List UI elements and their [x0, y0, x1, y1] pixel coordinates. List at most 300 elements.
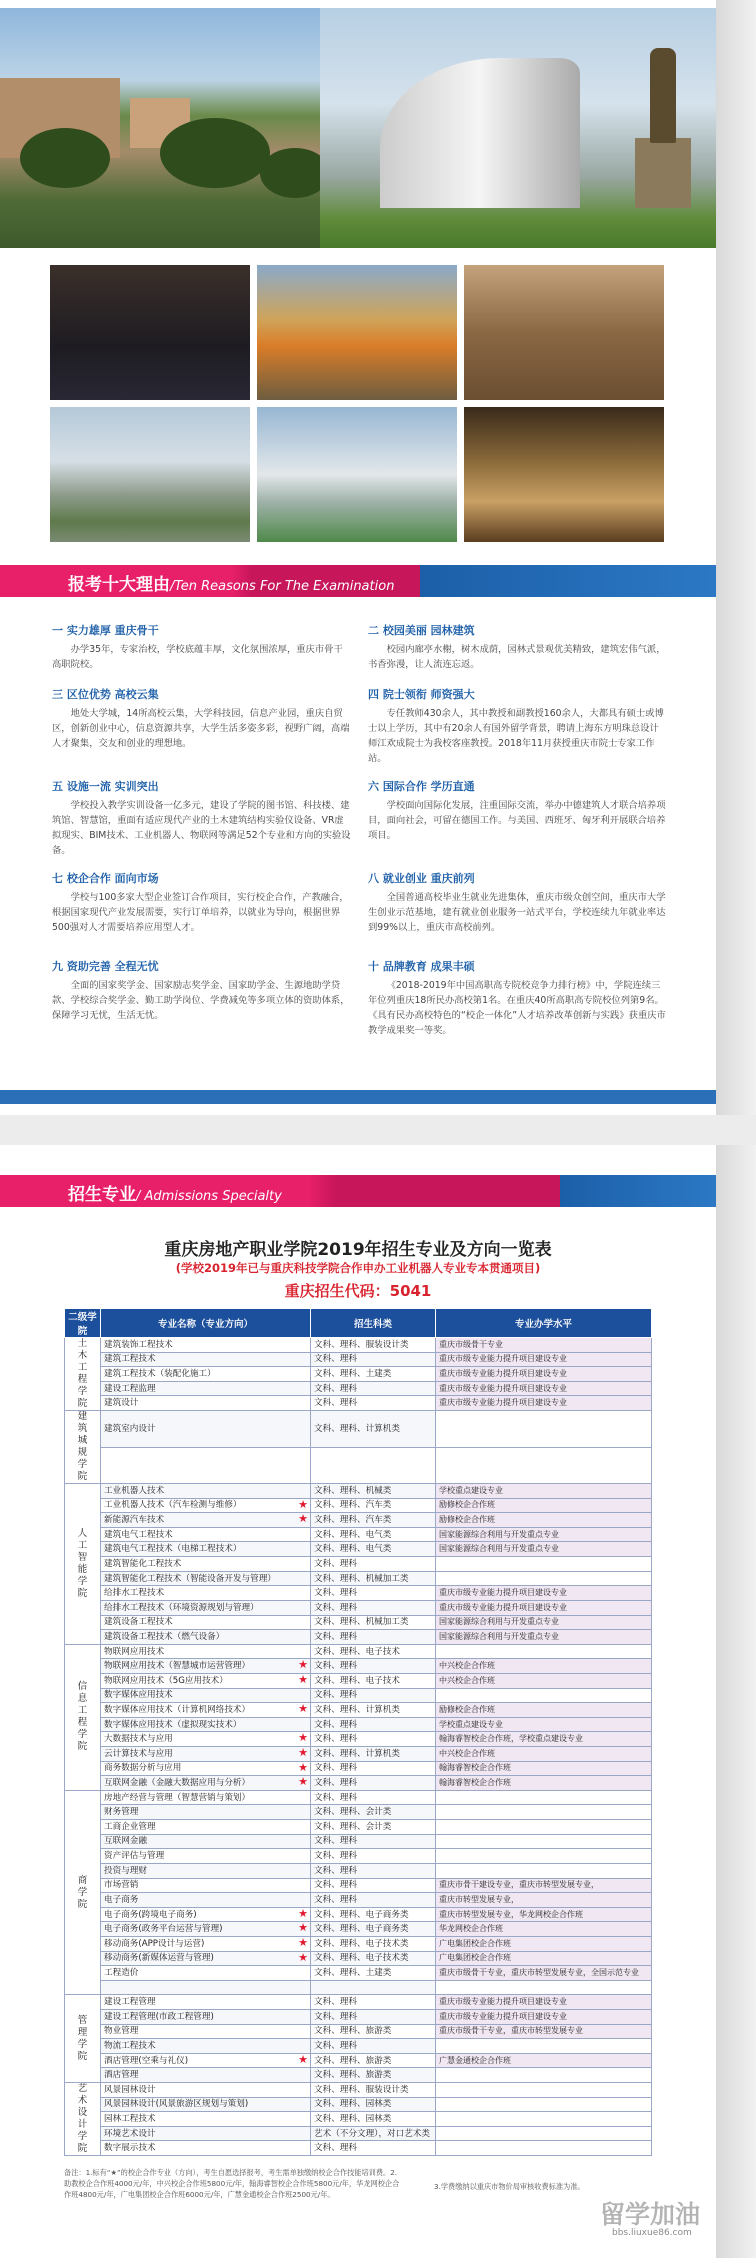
subject-cell: 文科、理科: [311, 1557, 436, 1572]
level-cell: 励修校企合作班: [436, 1703, 652, 1718]
major-name: 工商企业管理: [104, 1821, 156, 1832]
table-row: [65, 1776, 652, 1791]
level-cell: 重庆市级专业能力提升项目建设专业: [436, 1600, 652, 1615]
college-name: 管理学院: [77, 2014, 88, 2062]
level-cell: 华龙网校企合作班: [436, 1922, 652, 1937]
major-cell: [101, 1352, 311, 1367]
star-icon: ★: [298, 1746, 308, 1760]
subject-cell: 文科、理科、汽车类: [311, 1513, 436, 1528]
subject-cell: 文科、理科、电子商务类: [311, 1907, 436, 1922]
subject-cell: 文科、理科、园林类: [311, 2097, 436, 2112]
admission-code: 重庆招生代码：5041: [284, 1282, 432, 1300]
major-name: 移动商务(APP设计与运营): [104, 1938, 205, 1949]
reason-text: 地处大学城，14所高校云集，大学科技园，信息产业园，重庆自贸区，创新创业中心，信息资源共享，大学生活多姿多彩，视野广阔，高端人才聚集，交友和创业的理想地。: [52, 708, 350, 749]
major-cell: [101, 1834, 311, 1849]
major-cell: [101, 1922, 311, 1937]
level-cell: 学校重点建设专业: [436, 1717, 652, 1732]
reason-item: [368, 870, 668, 935]
star-icon: ★: [298, 1951, 308, 1964]
major-cell: [101, 2126, 311, 2141]
major-cell: [101, 2068, 311, 2083]
table-row: [65, 1820, 652, 1835]
level-cell: [436, 1849, 652, 1864]
reason-title: 七 校企合作 面向市场: [52, 872, 159, 885]
major-name: 商务数据分析与应用: [104, 1763, 182, 1774]
brochure-page-reasons: [0, 0, 716, 1115]
major-name: 建设工程管理(市政工程管理): [104, 2011, 214, 2022]
star-icon: ★: [298, 1936, 308, 1949]
subject-cell: 文科、理科、会计类: [311, 1820, 436, 1835]
level-cell: 翰海睿智校企合作班: [436, 1776, 652, 1791]
level-cell: [436, 1447, 652, 1484]
major-cell: [101, 1600, 311, 1615]
major-name: 物联网应用技术（智慧城市运营管理）: [104, 1661, 251, 1672]
subject-cell: 文科、理科: [311, 1849, 436, 1864]
subject-cell: 文科、理科、计算机类: [311, 1747, 436, 1762]
major-name: 数字媒体应用技术（计算机网络技术）: [104, 1704, 251, 1715]
reason-text: 校园内廊亭水榭，树木成荫，园林式景观优美精致，建筑宏伟气派，书香弥漫，让人流连忘返。: [368, 644, 666, 670]
students-uniform-photo: [50, 265, 250, 400]
major-cell: [101, 1557, 311, 1572]
college-cell: [65, 1995, 101, 2083]
subject-cell: 文科、理科: [311, 1834, 436, 1849]
subject-cell: 文科、理科、机械类: [311, 1484, 436, 1499]
table-header-row: [65, 1309, 652, 1338]
level-cell: 励修校企合作班: [436, 1498, 652, 1513]
college-name: 建筑城规学院: [77, 1411, 88, 1483]
subject-cell: 文科、理科、园林类: [311, 2112, 436, 2127]
major-cell: [101, 1717, 311, 1732]
subject-cell: 文科、理科: [311, 1995, 436, 2010]
college-name: 艺术设计学院: [77, 2083, 88, 2155]
subject-cell: 文科、理科: [311, 1352, 436, 1367]
subject-cell: 文科、理科、电气类: [311, 1542, 436, 1557]
level-cell: 重庆市级专业能力提升项目建设专业: [436, 1396, 652, 1411]
major-cell: [101, 1630, 311, 1645]
reason-item: [52, 870, 352, 935]
subject-cell: 文科、理科: [311, 2039, 436, 2054]
major-name: 工业机器人技术（汽车检测与维修）: [104, 1500, 242, 1511]
subject-cell: 文科、理科、计算机类: [311, 1703, 436, 1718]
subject-cell: 文科、理科、计算机类: [311, 1411, 436, 1448]
construction-team-photo: [257, 265, 457, 400]
major-cell: [101, 1951, 311, 1966]
subject-cell: 文科、理科: [311, 1717, 436, 1732]
major-name: 电子商务: [104, 1894, 139, 1905]
page-edge-shadow: [716, 1145, 756, 2258]
major-name: 环境艺术设计: [104, 2128, 156, 2139]
major-cell: [101, 2141, 311, 2156]
major-cell: [101, 1447, 311, 1484]
table-row: [65, 1571, 652, 1586]
table-row: [65, 1747, 652, 1762]
major-name: 投资与理财: [104, 1865, 147, 1876]
subject-cell: 文科、理科、土建类: [311, 1966, 436, 1981]
table-row: [65, 2068, 652, 2083]
major-name: 酒店管理: [104, 2070, 139, 2081]
level-cell: 广电集团校企合作班: [436, 1951, 652, 1966]
reason-title: 九 资助完善 全程无忧: [52, 960, 159, 973]
college-cell: [65, 2083, 101, 2156]
hotel-corridor-photo: [464, 407, 664, 542]
college-name: 信息工程学院: [77, 1681, 88, 1753]
subject-cell: 文科、理科: [311, 1776, 436, 1791]
reason-item: [52, 686, 352, 751]
reason-title: 五 设施一流 实训突出: [52, 780, 159, 793]
major-name: 数字媒体应用技术（虚拟现实技术）: [104, 1719, 242, 1730]
table-row: [65, 1790, 652, 1805]
reason-text: 全面的国家奖学金、国家励志奖学金、国家助学金、生源地助学贷款、学校综合奖学金、勤工助学岗位、学费减免等多项立体的资助体系，保障学习无忧，生活无忧。: [52, 980, 350, 1021]
major-name: 移动商务(新媒体运营与管理): [104, 1953, 214, 1964]
subject-cell: 文科、理科、会计类: [311, 1805, 436, 1820]
major-cell: [101, 1396, 311, 1411]
star-icon: ★: [298, 1673, 308, 1686]
table-row: [65, 1878, 652, 1893]
subject-cell: 文科、理科、电子商务类: [311, 1922, 436, 1937]
reason-title: 四 院士领衔 师资强大: [368, 688, 475, 701]
major-cell: [101, 1849, 311, 1864]
level-cell: [436, 1863, 652, 1878]
level-cell: [436, 2039, 652, 2054]
major-name: 建筑设备工程技术（燃气设备）: [104, 1631, 225, 1642]
major-name: 工业机器人技术: [104, 1485, 165, 1496]
admissions-section-title: 招生专业/ Admissions Specialty: [68, 1185, 282, 1205]
subject-cell: 文科、理科、服装设计类: [311, 1338, 436, 1353]
major-name: 建筑工程技术（装配化施工）: [104, 1369, 216, 1380]
major-cell: [101, 1776, 311, 1791]
table-row: [65, 2083, 652, 2098]
level-cell: 重庆市级骨干专业，重庆市转型发展专业: [436, 2024, 652, 2039]
subject-cell: 文科、理科、电子技术类: [311, 1951, 436, 1966]
level-cell: [436, 1834, 652, 1849]
reason-text: 《2018-2019年中国高职高专院校竞争力排行榜》中，学院连续三年位列重庆18所民办高校第1名。在重庆40所高职高专院校位列第9名。《具有民办高校特色的“校企一体化”人才培养改革创新与实践》获重庆市 教学成果奖一等奖。: [368, 980, 666, 1036]
table-row: [65, 1893, 652, 1908]
table-row: [65, 1966, 652, 1981]
level-cell: 重庆市级专业能力提升项目建设专业: [436, 1381, 652, 1396]
major-cell: [101, 1673, 311, 1688]
level-cell: [436, 2141, 652, 2156]
major-name: 建设工程监理: [104, 1383, 156, 1394]
subject-cell: 文科、理科: [311, 1586, 436, 1601]
notes-right: 3.学费缴纳以重庆市物价局审核收费标准为准。: [434, 2182, 585, 2191]
reason-text: 办学35年，专家治校，学校底蕴丰厚，文化氛围浓厚，重庆市骨干高职院校。: [52, 644, 343, 670]
major-cell: [101, 1966, 311, 1981]
level-cell: [436, 1980, 652, 1995]
level-cell: 重庆市级骨干专业，重庆市转型发展专业，全国示范专业: [436, 1966, 652, 1981]
subject-cell: 文科、理科、电子技术: [311, 1673, 436, 1688]
table-row: [65, 1849, 652, 1864]
major-name: 给排水工程技术: [104, 1588, 165, 1599]
star-icon: ★: [298, 1702, 308, 1716]
major-cell: [101, 1659, 311, 1674]
subject-cell: 文科、理科: [311, 1688, 436, 1703]
star-icon: ★: [298, 1731, 308, 1745]
level-cell: [436, 2112, 652, 2127]
major-name: 风景园林设计: [104, 2084, 156, 2095]
subject-cell: 文科、理科、旅游类: [311, 2024, 436, 2039]
table-row: [65, 1805, 652, 1820]
college-cell: [65, 1790, 101, 1995]
level-cell: [436, 1688, 652, 1703]
watermark-logo: 留学加油: [600, 2200, 701, 2229]
major-cell: [101, 1863, 311, 1878]
star-icon: ★: [298, 1498, 308, 1511]
table-row: [65, 1922, 652, 1937]
campus-photo: [0, 8, 320, 248]
major-name: 建筑装饰工程技术: [104, 1339, 173, 1350]
brochure-page-admissions: [0, 1145, 716, 2258]
col-header: 专业名称（专业方向）: [101, 1309, 311, 1338]
subject-cell: 文科、理科、旅游类: [311, 2068, 436, 2083]
major-cell: [101, 1995, 311, 2010]
major-cell: [101, 2053, 311, 2068]
reason-item: [368, 958, 668, 1038]
level-cell: 翰海睿智校企合作班，学校重点建设专业: [436, 1732, 652, 1747]
college-name: 商学院: [77, 1874, 88, 1910]
table-row: [65, 1411, 652, 1448]
reason-item: [368, 622, 668, 672]
major-name: 大数据技术与应用: [104, 1734, 173, 1745]
admissions-header-bar-blue: [560, 1175, 716, 1207]
major-cell: [101, 1367, 311, 1382]
subject-cell: 文科、理科: [311, 1600, 436, 1615]
interior-model-photo: [464, 265, 664, 400]
star-icon: ★: [298, 1921, 308, 1935]
level-cell: 翰海睿智校企合作班: [436, 1761, 652, 1776]
reason-text: 学校投入教学实训设备一亿多元，建设了学院的图书馆、科技楼、建筑馆、智慧馆，重面有适应现代产业的土木建筑结构实验仪设备、VR虚拟现实、BIM技术、工业机器人、物联网等满足52个专业和方向的实验设备。: [52, 800, 351, 856]
reason-text: 全国普通高校毕业生就业先进集体，重庆市级众创空间，重庆市大学生创业示范基地，建有就业创业服务一站式平台，学校连续九年就业率达到99%以上，重庆市高校前列。: [368, 892, 666, 933]
table-row: [65, 1615, 652, 1630]
subject-cell: 文科、理科: [311, 2141, 436, 2156]
subject-cell: 文科、理科: [311, 2009, 436, 2024]
subject-cell: 文科、理科、电气类: [311, 1527, 436, 1542]
reason-item: [52, 622, 352, 672]
major-cell: [101, 1761, 311, 1776]
subject-cell: 艺术（不分文理），对口艺术类: [311, 2126, 436, 2141]
level-cell: 重庆市转型发展专业，: [436, 1893, 652, 1908]
table-row: [65, 1980, 652, 1995]
table-row: [65, 2009, 652, 2024]
subject-cell: 文科、理科、旅游类: [311, 2053, 436, 2068]
table-row: [65, 2053, 652, 2068]
subject-cell: 文科、理科、电子技术: [311, 1644, 436, 1659]
level-cell: [436, 2083, 652, 2098]
major-name: 建筑设备工程技术: [104, 1617, 173, 1628]
table-row: [65, 1834, 652, 1849]
major-cell: [101, 1805, 311, 1820]
table-sub-title: (学校2019年已与重庆科技学院合作申办工业机器人专业专本贯通项目): [175, 1261, 541, 1275]
major-name: 工程造价: [104, 1967, 139, 1978]
major-name: 数字展示技术: [104, 2143, 156, 2154]
major-name: 市场营销: [104, 1880, 139, 1891]
major-name: 酒店管理(空乘与礼仪): [104, 2055, 189, 2066]
major-name: 物业管理: [104, 2026, 139, 2037]
major-name: 物联网应用技术（5G应用技术）: [104, 1675, 228, 1686]
reason-text: 专任教师430余人，其中教授和副教授160余人，大都具有硕士或博士以上学历，其中有20余人有国外留学背景，聘请上海东方明珠总设计师江欢成院士为我校客座教授。2018年11月获授重庆市院士专家工作站。: [368, 708, 664, 764]
table-row: [65, 1907, 652, 1922]
major-cell: [101, 1513, 311, 1528]
table-row: [65, 1732, 652, 1747]
table-row: [65, 1703, 652, 1718]
star-icon: ★: [298, 1512, 308, 1526]
subject-cell: [311, 1447, 436, 1484]
college-cell: [65, 1644, 101, 1790]
level-cell: [436, 1571, 652, 1586]
major-name: 风景园林设计(风景旅游区规划与策划): [104, 2099, 249, 2110]
major-name: 建筑电气工程技术: [104, 1529, 173, 1540]
table-row: [65, 2024, 652, 2039]
subject-cell: 文科、理科、汽车类: [311, 1498, 436, 1513]
table-row: [65, 1586, 652, 1601]
major-cell: [101, 2009, 311, 2024]
reasons-header-bar-blue: [420, 565, 716, 597]
major-cell: [101, 1936, 311, 1951]
table-row: [65, 1542, 652, 1557]
major-cell: [101, 1484, 311, 1499]
level-cell: [436, 2068, 652, 2083]
major-name: 财务管理: [104, 1807, 139, 1818]
subject-cell: 文科、理科、服装设计类: [311, 2083, 436, 2098]
col-header: 二级学院: [65, 1309, 101, 1338]
major-name: 物联网应用技术: [104, 1646, 165, 1657]
table-row: [65, 1381, 652, 1396]
college-name: 土木工程学院: [77, 1338, 88, 1410]
major-name: 建筑智能化工程技术（智能设备开发与管理）: [104, 1573, 276, 1584]
page-footer-bar: [0, 1090, 716, 1104]
major-cell: [101, 1381, 311, 1396]
level-cell: [436, 1805, 652, 1820]
table-row: [65, 1557, 652, 1572]
table-row: [65, 2039, 652, 2054]
table-main-title: 重庆房地产职业学院2019年招生专业及方向一览表: [164, 1240, 552, 1260]
reason-title: 十 品牌教育 成果丰硕: [368, 960, 475, 973]
major-cell: [101, 1703, 311, 1718]
table-row: [65, 1338, 652, 1353]
subject-cell: 文科、理科、电子技术类: [311, 1936, 436, 1951]
major-name: 建筑设计: [104, 1398, 139, 1409]
major-cell: [101, 1790, 311, 1805]
table-row: [65, 1863, 652, 1878]
table-row: [65, 1498, 652, 1513]
subject-cell: 文科、理科: [311, 1878, 436, 1893]
level-cell: 中兴校企合作班: [436, 1673, 652, 1688]
major-cell: [101, 1688, 311, 1703]
star-icon: ★: [298, 1658, 308, 1672]
level-cell: [436, 2097, 652, 2112]
level-cell: [436, 1820, 652, 1835]
major-name: 建筑工程技术: [104, 1354, 156, 1365]
level-cell: 中兴校企合作班: [436, 1747, 652, 1762]
major-name: 电子商务(跨境电子商务): [104, 1909, 197, 1920]
star-icon: ★: [298, 2053, 308, 2066]
notes-left: 备注：1.标有“★”的校企合作专业（方向），考生自愿选择报考，考生需单独缴纳校企合作技能培训费。2.助教校企合作班4000元/年，中兴校企合作班5800元/年，翰海睿智校企合作班5800元/年，华龙网校企合作班4800元/年，广电集团校企合作班6000元/年，广慧金通校企合作班2500元/年。: [64, 2168, 400, 2199]
reason-title: 三 区位优势 高校云集: [52, 688, 159, 701]
level-cell: [436, 1644, 652, 1659]
col-header: 专业办学水平: [436, 1309, 652, 1338]
table-row: [65, 1761, 652, 1776]
level-cell: 重庆市级专业能力提升项目建设专业: [436, 1586, 652, 1601]
major-cell: [101, 2024, 311, 2039]
subject-cell: 文科、理科: [311, 1790, 436, 1805]
subject-cell: 文科、理科: [311, 1659, 436, 1674]
subject-cell: 文科、理科、机械加工类: [311, 1571, 436, 1586]
reason-title: 二 校园美丽 园林建筑: [368, 624, 475, 637]
level-cell: 国家能源综合利用与开发重点专业: [436, 1527, 652, 1542]
level-cell: 重庆市转型发展专业，华龙网校企合作班: [436, 1907, 652, 1922]
major-cell: [101, 1498, 311, 1513]
col-header: 招生科类: [311, 1309, 436, 1338]
star-icon: ★: [298, 1775, 308, 1789]
reason-title: 一 实力雄厚 重庆骨干: [52, 624, 159, 637]
table-row: [65, 1352, 652, 1367]
major-name: 建筑室内设计: [104, 1423, 156, 1434]
subject-cell: 文科、理科: [311, 1893, 436, 1908]
table-row: [65, 1688, 652, 1703]
level-cell: 学校重点建设专业: [436, 1484, 652, 1499]
table-row: [65, 1717, 652, 1732]
subject-cell: 文科、理科: [311, 1732, 436, 1747]
major-name: 给排水工程技术（环境资源规划与管理）: [104, 1602, 259, 1613]
major-name: 云计算技术与应用: [104, 1748, 173, 1759]
table-row: [65, 2141, 652, 2156]
subject-cell: 文科、理科、土建类: [311, 1367, 436, 1382]
subject-cell: 文科、理科、机械加工类: [311, 1615, 436, 1630]
college-cell: [65, 1411, 101, 1484]
reason-title: 六 国际合作 学历直通: [368, 780, 475, 793]
level-cell: 广电集团校企合作班: [436, 1936, 652, 1951]
college-name: 人工智能学院: [77, 1527, 88, 1599]
subject-cell: 文科、理科: [311, 1863, 436, 1878]
level-cell: 重庆市级专业能力提升项目建设专业: [436, 1995, 652, 2010]
reason-text: 学校与100多家大型企业签订合作项目，实行校企合作，产教融合，根据国家现代产业发展需要，实行订单培养，以就业为导向，根据世界500强对人才需要培养应用型人才。: [52, 892, 349, 933]
college-cell: [65, 1484, 101, 1645]
reason-item: [368, 686, 668, 766]
major-name: 互联网金融: [104, 1836, 147, 1847]
subject-cell: 文科、理科: [311, 1630, 436, 1645]
major-cell: [101, 1893, 311, 1908]
major-cell: [101, 1527, 311, 1542]
level-cell: 重庆市级骨干专业: [436, 1338, 652, 1353]
reasons-section-title: 报考十大理由/Ten Reasons For The Examination: [68, 575, 395, 595]
level-cell: [436, 1790, 652, 1805]
subject-cell: 文科、理科: [311, 1381, 436, 1396]
table-row: [65, 1659, 652, 1674]
major-cell: [101, 1615, 311, 1630]
table-row: [65, 1600, 652, 1615]
table-row: [65, 1396, 652, 1411]
table-row: [65, 1630, 652, 1645]
level-cell: 重庆市级专业能力提升项目建设专业: [436, 1352, 652, 1367]
star-icon: ★: [298, 1761, 308, 1774]
level-cell: [436, 1557, 652, 1572]
major-name: 互联网金融（金融大数据应用与分析）: [104, 1778, 251, 1789]
table-row: [65, 1447, 652, 1484]
major-cell: [101, 1907, 311, 1922]
table-row: [65, 1936, 652, 1951]
major-cell: [101, 1980, 311, 1995]
level-cell: 重庆市级专业能力提升项目建设专业: [436, 1367, 652, 1382]
subject-cell: [311, 1980, 436, 1995]
reason-item: [368, 778, 668, 843]
table-row: [65, 2112, 652, 2127]
major-cell: [101, 1820, 311, 1835]
major-cell: [101, 1732, 311, 1747]
reason-title: 八 就业创业 重庆前列: [368, 872, 475, 885]
major-name: 资产评估与管理: [104, 1851, 165, 1862]
major-name: 电子商务(政务平台运营与管理): [104, 1924, 223, 1935]
major-name: 建筑电气工程技术（电梯工程技术）: [104, 1544, 242, 1555]
major-name: 物流工程技术: [104, 2041, 156, 2051]
